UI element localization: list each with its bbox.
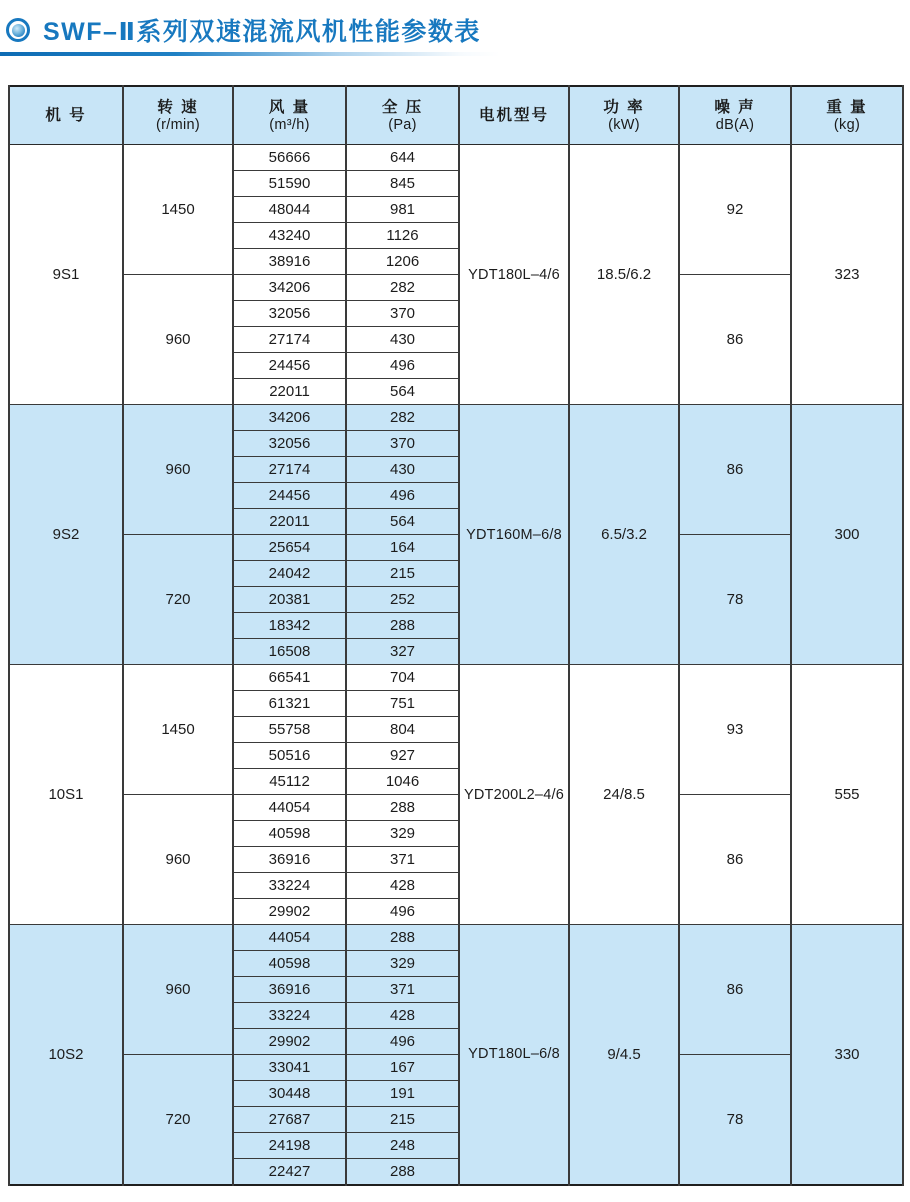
noise-cell: 92 xyxy=(679,145,791,275)
pressure-cell: 370 xyxy=(346,301,459,327)
speed-cell: 960 xyxy=(123,795,233,925)
header-motor-label: 电机型号 xyxy=(478,107,549,124)
speed-cell: 720 xyxy=(123,1055,233,1185)
speed-cell: 720 xyxy=(123,535,233,665)
table-header xyxy=(9,86,903,145)
pressure-cell: 496 xyxy=(346,1029,459,1055)
airflow-cell: 22427 xyxy=(233,1159,346,1185)
pressure-cell: 1046 xyxy=(346,769,459,795)
pressure-cell: 430 xyxy=(346,457,459,483)
noise-cell: 78 xyxy=(679,535,791,665)
pressure-cell: 1206 xyxy=(346,249,459,275)
table-row xyxy=(9,405,903,431)
title-bar xyxy=(0,0,910,47)
header-motor xyxy=(459,86,569,145)
airflow-cell: 61321 xyxy=(233,691,346,717)
pressure-cell: 496 xyxy=(346,353,459,379)
header-power-label: 功 率 xyxy=(603,98,645,116)
pressure-cell: 370 xyxy=(346,431,459,457)
pressure-cell: 329 xyxy=(346,951,459,977)
bullet-target-icon xyxy=(6,18,30,42)
speed-cell: 960 xyxy=(123,275,233,405)
airflow-cell: 40598 xyxy=(233,821,346,847)
airflow-cell: 66541 xyxy=(233,665,346,691)
airflow-cell: 44054 xyxy=(233,795,346,821)
motor-cell: YDT180L–6/8 xyxy=(459,925,569,1185)
pressure-cell: 644 xyxy=(346,145,459,171)
airflow-cell: 45112 xyxy=(233,769,346,795)
pressure-cell: 288 xyxy=(346,613,459,639)
airflow-cell: 32056 xyxy=(233,431,346,457)
pressure-cell: 704 xyxy=(346,665,459,691)
pressure-cell: 1126 xyxy=(346,223,459,249)
airflow-cell: 50516 xyxy=(233,743,346,769)
pressure-cell: 282 xyxy=(346,405,459,431)
pressure-cell: 564 xyxy=(346,509,459,535)
model-cell: 9S1 xyxy=(9,145,123,405)
airflow-cell: 30448 xyxy=(233,1081,346,1107)
airflow-cell: 27174 xyxy=(233,327,346,353)
pressure-cell: 215 xyxy=(346,561,459,587)
pressure-cell: 215 xyxy=(346,1107,459,1133)
pressure-cell: 496 xyxy=(346,899,459,925)
airflow-cell: 27174 xyxy=(233,457,346,483)
airflow-cell: 25654 xyxy=(233,535,346,561)
speed-cell: 1450 xyxy=(123,665,233,795)
title-underline xyxy=(0,52,500,56)
airflow-cell: 48044 xyxy=(233,197,346,223)
pressure-cell: 164 xyxy=(346,535,459,561)
table-row xyxy=(9,925,903,951)
table-row xyxy=(9,275,903,301)
airflow-cell: 20381 xyxy=(233,587,346,613)
airflow-cell: 29902 xyxy=(233,1029,346,1055)
airflow-cell: 32056 xyxy=(233,301,346,327)
speed-cell: 1450 xyxy=(123,145,233,275)
noise-cell: 93 xyxy=(679,665,791,795)
header-noise: 噪 声 dB(A) xyxy=(679,86,791,145)
airflow-cell: 34206 xyxy=(233,405,346,431)
noise-cell: 86 xyxy=(679,405,791,535)
airflow-cell: 16508 xyxy=(233,639,346,665)
pressure-cell: 252 xyxy=(346,587,459,613)
power-cell: 6.5/3.2 xyxy=(569,405,679,665)
power-cell: 9/4.5 xyxy=(569,925,679,1185)
header-airflow-label: 风 量 xyxy=(268,98,311,116)
airflow-cell: 18342 xyxy=(233,613,346,639)
airflow-cell: 36916 xyxy=(233,977,346,1003)
pressure-cell: 167 xyxy=(346,1055,459,1081)
pressure-cell: 371 xyxy=(346,977,459,1003)
motor-cell: YDT180L–4/6 xyxy=(459,145,569,405)
airflow-cell: 27687 xyxy=(233,1107,346,1133)
pressure-cell: 248 xyxy=(346,1133,459,1159)
pressure-cell: 751 xyxy=(346,691,459,717)
pressure-cell: 371 xyxy=(346,847,459,873)
airflow-cell: 33224 xyxy=(233,1003,346,1029)
power-cell: 18.5/6.2 xyxy=(569,145,679,405)
header-noise-label: 噪 声 xyxy=(714,98,756,116)
table-row xyxy=(9,535,903,561)
pressure-cell: 496 xyxy=(346,483,459,509)
pressure-cell: 191 xyxy=(346,1081,459,1107)
header-weight: 重 量 (kg) xyxy=(791,86,903,145)
airflow-cell: 56666 xyxy=(233,145,346,171)
pressure-cell: 428 xyxy=(346,873,459,899)
header-speed: 转 速 (r/min) xyxy=(123,86,233,145)
pressure-cell: 430 xyxy=(346,327,459,353)
airflow-cell: 24456 xyxy=(233,483,346,509)
weight-cell: 330 xyxy=(791,925,903,1185)
pressure-cell: 804 xyxy=(346,717,459,743)
model-cell: 9S2 xyxy=(9,405,123,665)
speed-cell: 960 xyxy=(123,405,233,535)
model-cell: 10S1 xyxy=(9,665,123,925)
table-body xyxy=(9,145,903,1185)
airflow-cell: 51590 xyxy=(233,171,346,197)
airflow-cell: 40598 xyxy=(233,951,346,977)
airflow-cell: 43240 xyxy=(233,223,346,249)
motor-cell: YDT200L2–4/6 xyxy=(459,665,569,925)
header-model-label: 机 号 xyxy=(45,107,87,124)
table-row xyxy=(9,1055,903,1081)
pressure-cell: 981 xyxy=(346,197,459,223)
airflow-cell: 22011 xyxy=(233,509,346,535)
airflow-cell: 29902 xyxy=(233,899,346,925)
weight-cell: 555 xyxy=(791,665,903,925)
pressure-cell: 927 xyxy=(346,743,459,769)
header-airflow: 风 量 (m³/h) xyxy=(233,86,346,145)
airflow-cell: 38916 xyxy=(233,249,346,275)
noise-cell: 86 xyxy=(679,795,791,925)
noise-cell: 86 xyxy=(679,275,791,405)
pressure-cell: 329 xyxy=(346,821,459,847)
header-model xyxy=(9,86,123,145)
bullet-core xyxy=(12,24,25,37)
airflow-cell: 22011 xyxy=(233,379,346,405)
airflow-cell: 36916 xyxy=(233,847,346,873)
airflow-cell: 24198 xyxy=(233,1133,346,1159)
header-pressure-label: 全 压 xyxy=(381,98,424,116)
pressure-cell: 564 xyxy=(346,379,459,405)
header-weight-label: 重 量 xyxy=(826,98,868,116)
pressure-cell: 288 xyxy=(346,795,459,821)
performance-table xyxy=(8,85,904,1186)
motor-cell: YDT160M–6/8 xyxy=(459,405,569,665)
model-cell: 10S2 xyxy=(9,925,123,1185)
header-speed-label: 转 速 xyxy=(157,98,199,116)
speed-cell: 960 xyxy=(123,925,233,1055)
header-power: 功 率 (kW) xyxy=(569,86,679,145)
pressure-cell: 282 xyxy=(346,275,459,301)
page-title: SWF–Ⅱ系列双速混流风机性能参数表 xyxy=(43,18,481,46)
pressure-cell: 288 xyxy=(346,925,459,951)
pressure-cell: 288 xyxy=(346,1159,459,1185)
weight-cell: 323 xyxy=(791,145,903,405)
pressure-cell: 327 xyxy=(346,639,459,665)
table-row xyxy=(9,665,903,691)
weight-cell: 300 xyxy=(791,405,903,665)
airflow-cell: 55758 xyxy=(233,717,346,743)
pressure-cell: 428 xyxy=(346,1003,459,1029)
noise-cell: 86 xyxy=(679,925,791,1055)
airflow-cell: 34206 xyxy=(233,275,346,301)
airflow-cell: 33224 xyxy=(233,873,346,899)
pressure-cell: 845 xyxy=(346,171,459,197)
airflow-cell: 24456 xyxy=(233,353,346,379)
airflow-cell: 44054 xyxy=(233,925,346,951)
noise-cell: 78 xyxy=(679,1055,791,1185)
power-cell: 24/8.5 xyxy=(569,665,679,925)
header-pressure: 全 压 (Pa) xyxy=(346,86,459,145)
table-row xyxy=(9,795,903,821)
airflow-cell: 24042 xyxy=(233,561,346,587)
table-row xyxy=(9,145,903,171)
airflow-cell: 33041 xyxy=(233,1055,346,1081)
